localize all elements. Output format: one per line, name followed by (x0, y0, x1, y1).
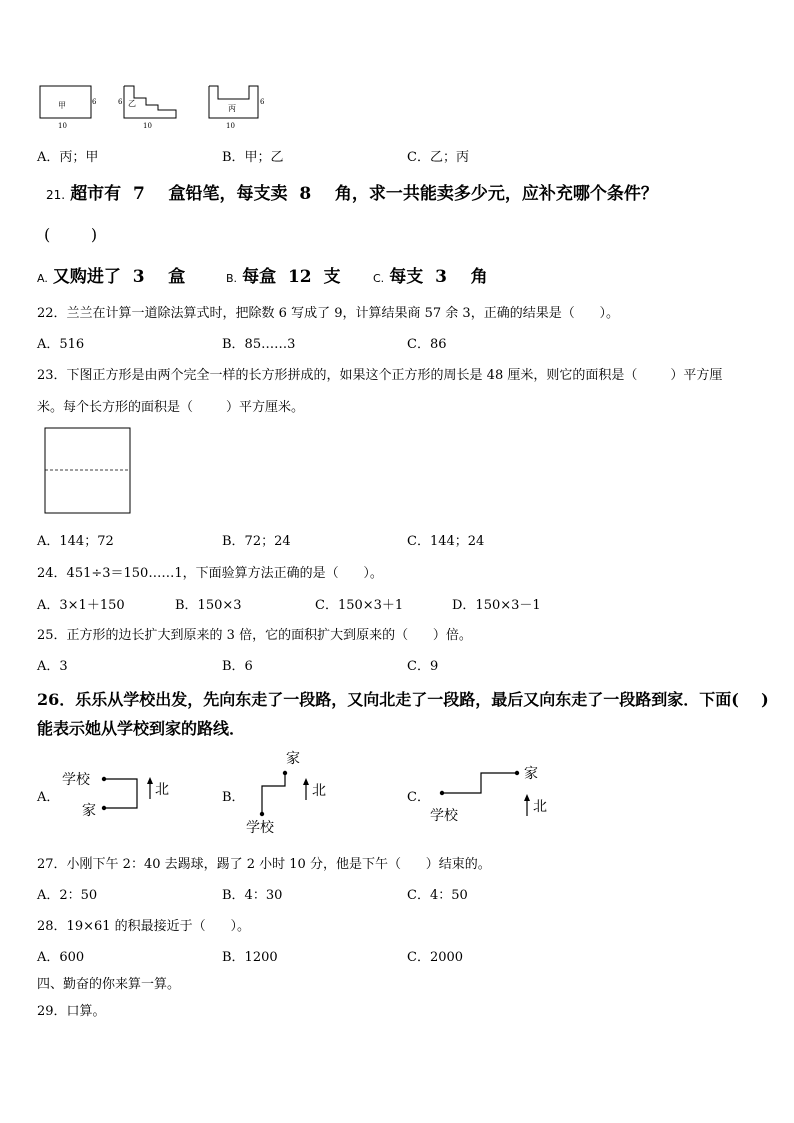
q21-option-b (226, 262, 340, 287)
q24-option-c: C．150×3＋1 (315, 598, 404, 613)
figure-yi-height: 6 (118, 98, 123, 106)
route-c-school-dot (440, 791, 444, 795)
q29-heading: 29．口算。 (37, 1004, 106, 1019)
q25-option-a: A．3 (37, 659, 68, 674)
q22-option-a: A．516 (37, 337, 85, 352)
q21-option-b-letter: B. (226, 272, 238, 285)
q21-option-a-letter: A. (37, 272, 48, 285)
q28-option-c: C．2000 (407, 950, 464, 965)
figure-yi-width: 10 (143, 122, 152, 130)
q26-question-line1: 26．乐乐从学校出发，先向东走了一段路，又向北走了一段路，最后又向东走了一段路到家．下面( ) (37, 690, 769, 709)
route-c-north-label: 北 (533, 799, 547, 815)
q23-question-line2: 米。每个长方形的面积是（ ）平方厘米。 (37, 400, 305, 415)
route-c-school-label: 学校 (430, 808, 458, 824)
q26-option-c-letter: C． (407, 790, 430, 805)
section-four-heading: 四、勤奋的你来算一算。 (37, 977, 181, 992)
q25-option-c: C．9 (407, 659, 439, 674)
route-b-school-label: 学校 (246, 820, 274, 836)
route-c-home-label: 家 (524, 766, 538, 782)
q20-option-c: C．乙；丙 (407, 150, 469, 165)
route-b-home-dot (283, 771, 287, 775)
q22-option-b: B．85……3 (222, 337, 296, 352)
figure-yi-label: 乙 (128, 99, 136, 108)
q26-option-b-letter: B． (222, 790, 245, 805)
q21-option-b-text: 每盒 12 支 (242, 267, 341, 287)
q21-text: 超市有 7 盒铅笔，每支卖 8 角，求一共能卖多少元，应补充哪个条件？ (70, 184, 658, 204)
route-a-north-label: 北 (155, 782, 169, 798)
figure-jia-label: 甲 (58, 101, 66, 110)
q20-option-a: A．丙；甲 (37, 150, 99, 165)
route-a (62, 771, 169, 819)
figure-bing-shape (209, 86, 258, 118)
route-b-school-dot (260, 812, 264, 816)
q26-question-line2: 能表示她从学校到家的路线． (37, 719, 246, 738)
q20-option-b: B．甲；乙 (222, 150, 284, 165)
figure-jia-width: 10 (58, 122, 67, 130)
q24-option-d: D．150×3－1 (452, 598, 541, 613)
q24-option-a: A．3×1＋150 (37, 598, 125, 613)
route-b-home-label: 家 (286, 751, 300, 767)
q23-option-b: B．72；24 (222, 534, 291, 549)
route-c-arrowhead (524, 794, 530, 801)
q21-blank: ( ) (44, 225, 98, 244)
route-b-path (262, 773, 285, 814)
q20-figures (0, 0, 794, 140)
q25-option-b: B．6 (222, 659, 253, 674)
figure-bing-label: 丙 (228, 104, 236, 113)
q28-option-b: B．1200 (222, 950, 278, 965)
q21-option-c (373, 262, 488, 287)
figure-jia-height: 6 (92, 98, 97, 106)
route-c (430, 766, 547, 824)
q21-number: 21. (46, 188, 66, 202)
q23-option-c: C．144；24 (407, 534, 485, 549)
route-b-north-label: 北 (312, 783, 326, 799)
q25-question: 25．正方形的边长扩大到原来的 3 倍，它的面积扩大到原来的（ ）倍。 (37, 628, 472, 643)
q28-option-a: A．600 (37, 950, 85, 965)
q21-option-c-text: 每支 3 角 (389, 267, 488, 287)
q23-option-a: A．144；72 (37, 534, 114, 549)
q27-option-c: C．4：50 (407, 888, 468, 903)
route-a-school-label: 学校 (62, 772, 90, 788)
q21-option-a-text: 又购进了 3 盒 (52, 267, 186, 287)
figure-bing-height: 6 (260, 98, 265, 106)
q22-option-c: C．86 (407, 337, 447, 352)
q28-question: 28．19×61 的积最接近于（ ）。 (37, 919, 250, 934)
route-b (246, 751, 326, 836)
q24-question: 24．451÷3＝150……1，下面验算方法正确的是（ ）。 (37, 566, 383, 581)
q21-option-a (37, 262, 185, 287)
q21-option-c-letter: C. (373, 272, 385, 285)
figure-bing-width: 10 (226, 122, 235, 130)
q21-question (46, 179, 658, 204)
route-c-home-dot (515, 771, 519, 775)
q26-option-a-letter: A． (37, 790, 60, 805)
q24-option-b: B．150×3 (175, 598, 242, 613)
q27-question: 27．小刚下午 2：40 去踢球，踢了 2 小时 10 分，他是下午（ ）结束的。 (37, 857, 491, 872)
route-b-arrowhead (303, 778, 309, 785)
figure-bing (209, 86, 265, 130)
route-c-path (442, 773, 517, 793)
q23-square (45, 428, 130, 513)
figure-yi (118, 86, 176, 130)
q27-option-a: A．2：50 (37, 888, 98, 903)
q22-question: 22．兰兰在计算一道除法算式时，把除数 6 写成了 9，计算结果商 57 余 3，正确的结果是（ ）。 (37, 306, 619, 321)
route-a-home-dot (102, 806, 106, 810)
route-a-school-dot (102, 777, 106, 781)
route-a-home-label: 家 (82, 803, 96, 819)
figure-jia (40, 86, 97, 130)
route-a-path (104, 779, 137, 808)
q23-question-line1: 23．下图正方形是由两个完全一样的长方形拼成的，如果这个正方形的周长是 48 厘米，则它的面积是（ ）平方厘 (37, 368, 723, 383)
route-a-arrowhead (147, 777, 153, 784)
q27-option-b: B．4：30 (222, 888, 283, 903)
